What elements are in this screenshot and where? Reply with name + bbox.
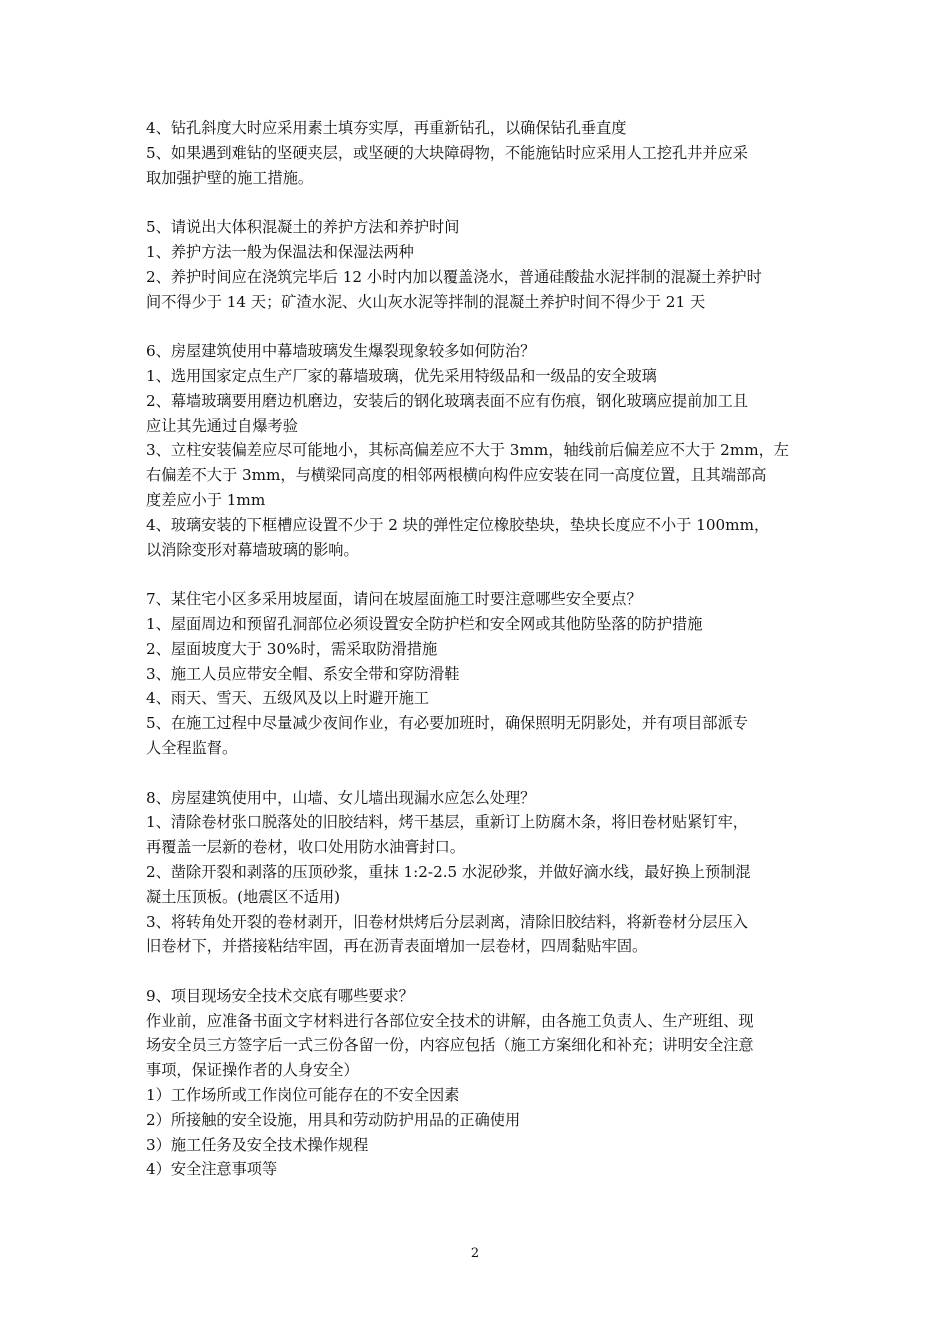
text-line: 5、在施工过程中尽量减少夜间作业，有必要加班时，确保照明无阴影处，并有项目部派专 (146, 714, 748, 733)
text-line: 再覆盖一层新的卷材，收口处用防水油膏封口。 (146, 838, 465, 857)
text-line: 间不得少于 14 天；矿渣水泥、火山灰水泥等拌制的混凝土养护时间不得少于 21 天 (146, 292, 706, 311)
block-gap (146, 190, 812, 215)
text-line: 3）施工任务及安全技术操作规程 (146, 1135, 369, 1154)
question-heading: 5、请说出大体积混凝土的养护方法和养护时间 (146, 218, 460, 237)
document-body (146, 116, 812, 1182)
question-heading: 8、房屋建筑使用中，山墙、女儿墙出现漏水应怎么处理？ (146, 788, 536, 807)
question-heading: 6、房屋建筑使用中幕墙玻璃发生爆裂现象较多如何防治？ (146, 342, 536, 361)
text-line: 1、养护方法一般为保温法和保湿法两种 (146, 242, 414, 261)
question-heading: 7、某住宅小区多采用坡屋面，请问在坡屋面施工时要注意哪些安全要点？ (146, 590, 642, 609)
qa-section (146, 339, 812, 562)
text-line: 4）安全注意事项等 (146, 1160, 278, 1179)
text-line: 应让其先通过自爆考验 (146, 416, 298, 435)
text-line: 凝土压顶板。(地震区不适用) (146, 887, 341, 906)
question-heading: 9、项目现场安全技术交底有哪些要求？ (146, 986, 414, 1005)
text-line: 取加强护壁的施工措施。 (146, 168, 314, 187)
qa-section (146, 984, 812, 1182)
text-line: 2）所接触的安全设施，用具和劳动防护用品的正确使用 (146, 1110, 521, 1129)
text-line: 1）工作场所或工作岗位可能存在的不安全因素 (146, 1086, 460, 1105)
text-line: 1、屋面周边和预留孔洞部位必须设置安全防护栏和安全网或其他防坠落的防护措施 (146, 614, 703, 633)
block-gap (146, 761, 812, 786)
page-number: 2 (470, 1246, 480, 1261)
text-line: 2、屋面坡度大于 30%时，需采取防滑措施 (146, 639, 438, 658)
text-line: 4、玻璃安装的下框槽应设置不少于 2 块的弹性定位橡胶垫块，垫块长度应不小于 100mm， (146, 515, 770, 534)
text-line: 5、如果遇到难钻的坚硬夹层，或坚硬的大块障碍物，不能施钻时应采用人工挖孔井并应采 (146, 143, 748, 162)
qa-section (146, 116, 812, 190)
text-line: 4、钻孔斜度大时应采用素土填夯实厚，再重新钻孔，以确保钻孔垂直度 (146, 119, 627, 137)
text-line: 事项，保证操作者的人身安全） (146, 1061, 359, 1080)
text-line: 1、清除卷材张口脱落处的旧胶结料，烤干基层，重新订上防腐木条，将旧卷材贴紧钉牢， (146, 813, 748, 832)
text-line: 旧卷材下，并搭接粘结牢固，再在沥青表面增加一层卷材，四周黏贴牢固。 (146, 937, 648, 956)
block-gap (146, 314, 812, 339)
qa-section (146, 587, 812, 761)
text-line: 4、雨天、雪天、五级风及以上时避开施工 (146, 689, 430, 708)
text-line: 人全程监督。 (146, 738, 238, 757)
text-line: 3、施工人员应带安全帽、系安全带和穿防滑鞋 (146, 664, 460, 683)
text-line: 1、选用国家定点生产厂家的幕墙玻璃，优先采用特级品和一级品的安全玻璃 (146, 366, 657, 385)
text-line: 2、凿除开裂和剥落的压顶砂浆，重抹 1:2-2.5 水泥砂浆，并做好滴水线，最好换上预制混 (146, 862, 751, 881)
text-line: 2、幕墙玻璃要用磨边机磨边，安装后的钢化玻璃表面不应有伤痕，钢化玻璃应提前加工且 (146, 391, 748, 410)
text-line: 作业前，应准备书面文字材料进行各部位安全技术的讲解，由各施工负责人、生产班组、现 (146, 1011, 754, 1030)
qa-section (146, 786, 812, 960)
block-gap (146, 959, 812, 984)
block-gap (146, 562, 812, 587)
qa-section (146, 215, 812, 314)
text-line: 右偏差不大于 3mm，与横梁同高度的相邻两根横向构件应安装在同一高度位置，且其端部高 (146, 466, 767, 485)
text-line: 3、立柱安装偏差应尽可能地小，其标高偏差应不大于 3mm，轴线前后偏差应不大于 2mm，左 (146, 441, 789, 460)
text-line: 3、将转角处开裂的卷材剥开，旧卷材烘烤后分层剥离，清除旧胶结料，将新卷材分层压入 (146, 912, 748, 931)
text-line: 度差应小于 1mm (146, 490, 266, 509)
text-line: 以消除变形对幕墙玻璃的影响。 (146, 540, 359, 559)
text-line: 场安全员三方签字后一式三份各留一份，内容应包括（施工方案细化和补充；讲明安全注意 (146, 1036, 754, 1055)
text-line: 2、养护时间应在浇筑完毕后 12 小时内加以覆盖浇水，普通硅酸盐水泥拌制的混凝土养护时 (146, 267, 762, 286)
